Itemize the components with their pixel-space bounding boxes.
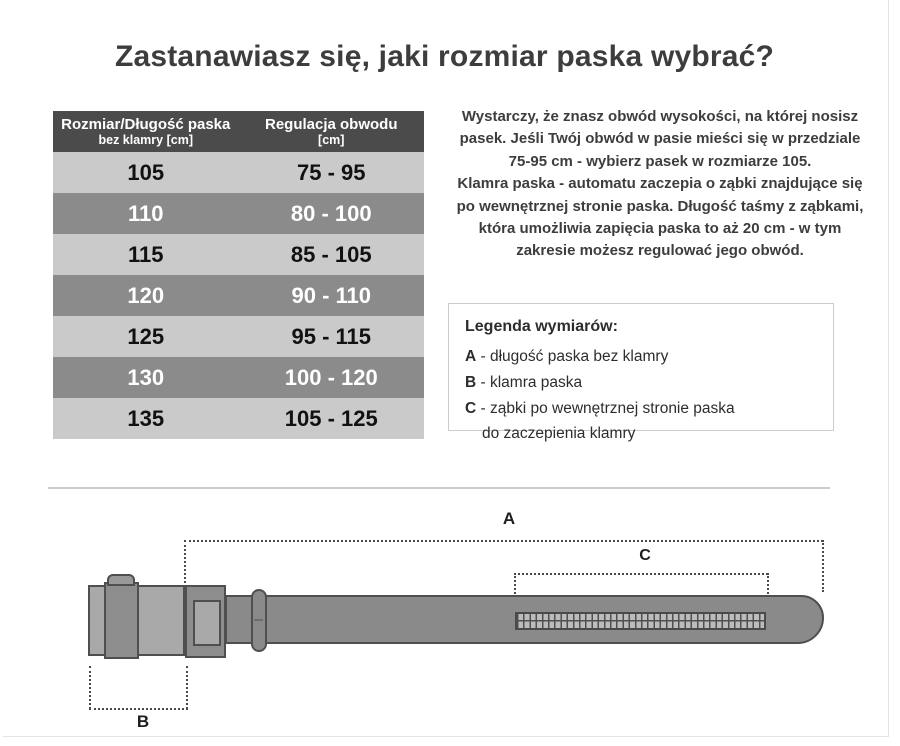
table-header-size-column xyxy=(53,116,239,148)
intro-line: która umożliwia zapięcia paska to aż 20 cm - w tym xyxy=(478,220,842,238)
legend-desc-c: - ząbki po wewnętrznej stronie paska xyxy=(480,400,735,417)
dimension-label-c: C xyxy=(639,547,651,564)
intro-line: 75-95 cm - wybierz pasek w rozmiarze 105. xyxy=(508,152,812,170)
belt-buckle-window xyxy=(193,600,221,646)
size-cell: 115 xyxy=(128,241,164,267)
legend-item-b xyxy=(465,370,825,396)
table-row xyxy=(53,193,424,234)
table-row xyxy=(53,234,424,275)
header-size-line1: Rozmiar/Długość paska xyxy=(61,115,231,133)
dimension-b-right-tick xyxy=(186,666,188,709)
table-row xyxy=(53,152,424,193)
belt-size-table xyxy=(53,111,424,439)
legend-item-c xyxy=(465,396,825,422)
belt-teeth-strip xyxy=(515,612,766,630)
legend-box xyxy=(448,303,834,442)
belt-loop-stitch xyxy=(254,619,263,621)
legend-item-a xyxy=(465,344,825,370)
legend-item-c-line2: do zaczepienia klamry xyxy=(482,425,636,442)
card-right-border xyxy=(888,0,889,737)
table-header-range-column xyxy=(239,116,425,148)
size-cell: 135 xyxy=(127,405,165,431)
intro-line: pasek. Jeśli Twój obwód w pasie mieści się w przedziale xyxy=(459,130,861,148)
size-cell: 120 xyxy=(127,282,165,308)
dimension-c-line xyxy=(514,573,768,575)
section-divider xyxy=(48,487,830,489)
dimension-label-b: B xyxy=(136,712,150,731)
legend-key-a: A xyxy=(465,348,477,365)
belt-buckle-button xyxy=(107,574,135,586)
table-row xyxy=(53,357,424,398)
dimension-b-line xyxy=(89,708,188,710)
table-row xyxy=(53,275,424,316)
dimension-label-a: A xyxy=(502,509,516,528)
range-cell: 90 - 110 xyxy=(291,282,371,308)
page-title: Zastanawiasz się, jaki rozmiar paska wybrać? xyxy=(114,40,775,73)
legend-key-c: C xyxy=(465,400,477,417)
intro-text xyxy=(432,106,888,263)
header-size-line2: bez klamry [cm] xyxy=(98,132,193,147)
legend-key-b: B xyxy=(465,374,477,391)
header-range-line2: [cm] xyxy=(318,132,345,147)
size-cell: 125 xyxy=(127,323,165,349)
dimension-a-right-tick xyxy=(822,540,824,592)
range-cell: 85 - 105 xyxy=(290,241,372,267)
intro-line: po wewnętrznej stronie paska. Długość taśmy z ząbkami, xyxy=(456,197,864,215)
dimension-b-left-tick xyxy=(89,666,91,709)
belt-buckle-band xyxy=(104,582,139,659)
legend-desc-a: - długość paska bez klamry xyxy=(480,348,669,365)
intro-line: Wystarczy, że znasz obwód wysokości, na której nosisz xyxy=(461,108,859,125)
range-cell: 75 - 95 xyxy=(297,159,366,185)
size-cell: 110 xyxy=(128,200,164,226)
dimension-a-left-tick xyxy=(184,540,186,583)
dimension-a-line xyxy=(184,540,823,542)
range-cell: 100 - 120 xyxy=(284,364,378,390)
card-bottom-border xyxy=(3,736,889,737)
size-cell: 105 xyxy=(127,159,165,185)
table-row xyxy=(53,398,424,439)
size-cell: 130 xyxy=(127,364,165,390)
range-cell: 80 - 100 xyxy=(290,200,372,226)
table-row xyxy=(53,316,424,357)
intro-line: Klamra paska - automatu zaczepia o ząbki znajdujące się xyxy=(457,175,863,193)
range-cell: 95 - 115 xyxy=(291,323,371,349)
range-cell: 105 - 125 xyxy=(284,405,378,431)
intro-line: zakresie możesz regulować jego obwód. xyxy=(516,242,804,260)
table-header-row xyxy=(53,111,424,152)
legend-title: Legenda wymiarów: xyxy=(465,318,618,335)
legend-desc-b: - klamra paska xyxy=(480,374,583,391)
header-range-line1: Regulacja obwodu xyxy=(264,115,398,133)
